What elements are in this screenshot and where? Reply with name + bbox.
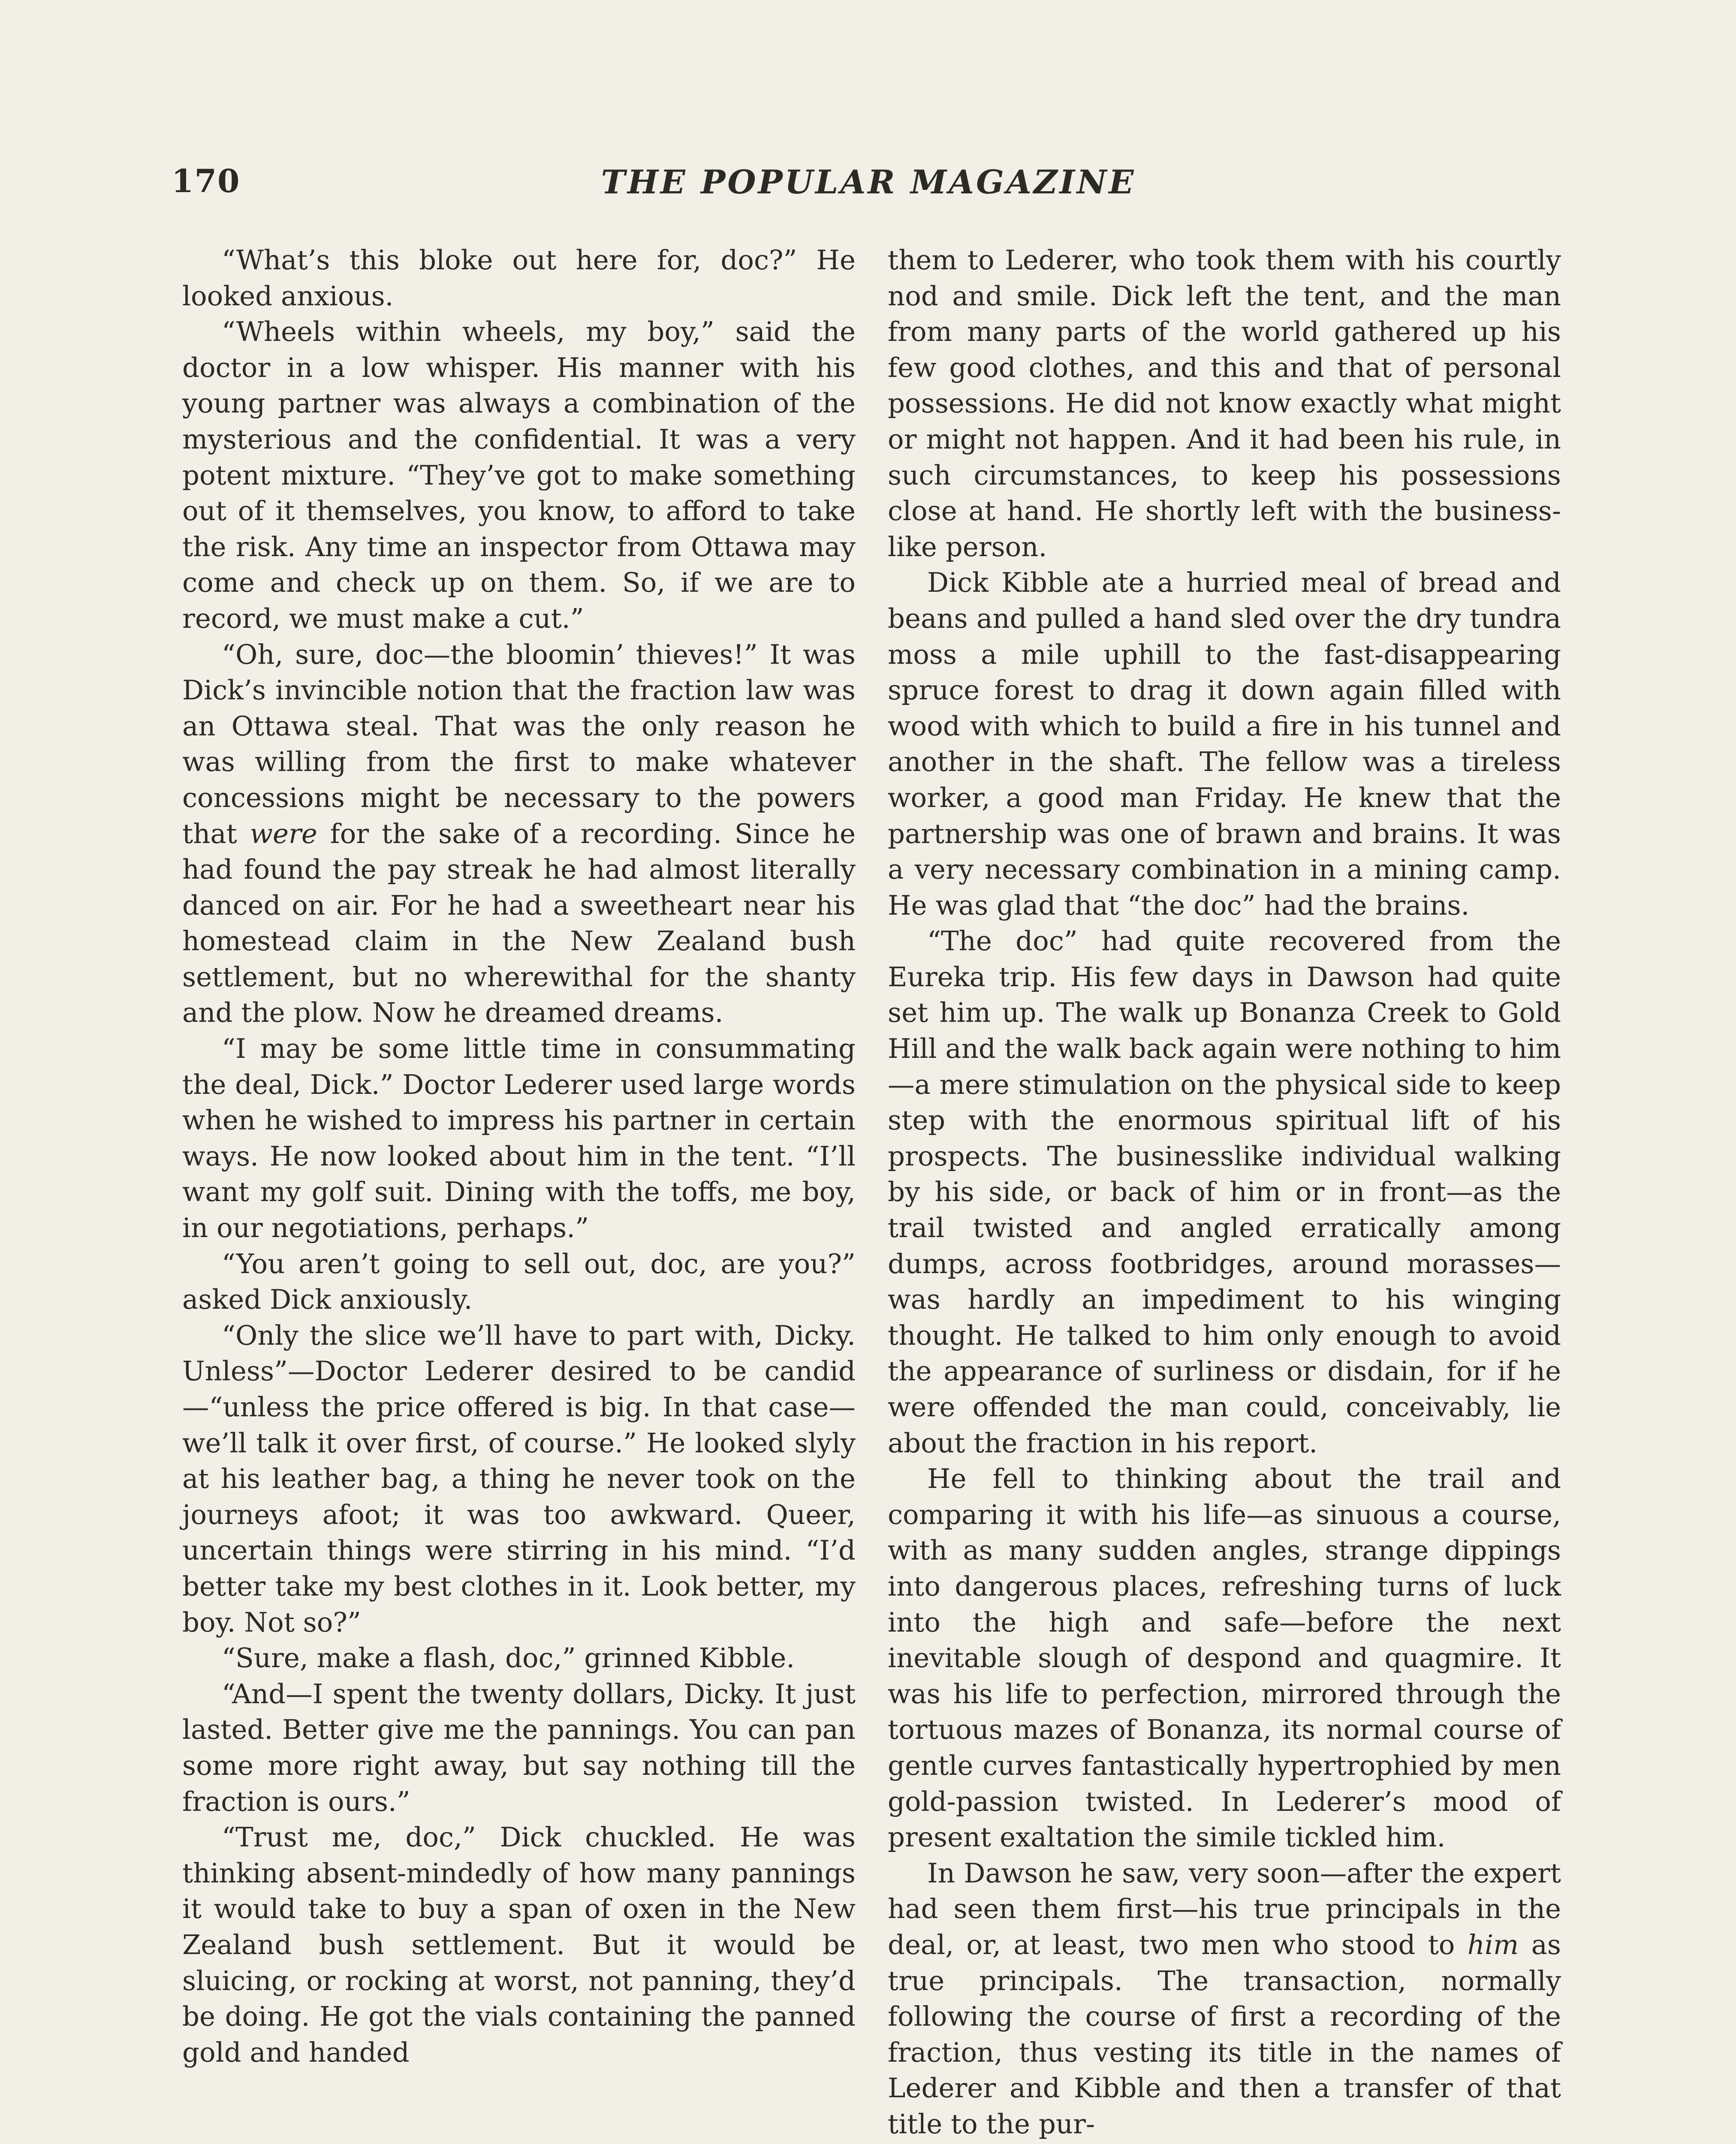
text-segment: as true principals. The transaction, normally following the course of first a recording of the fraction, thus vesting its title in the names of Lederer and Kibble and then a transfer of that title to the pur- <box>888 1929 1561 2140</box>
paragraph: “Wheels within wheels, my boy,” said the doctor in a low whisper. His manner with his young partner was always a combination of the mysterious and the confidential. It was a very potent mixture. “They’ve got to make something out of it themselves, you know, to afford to take the risk. Any time an inspector from Ottawa may come and check up on them. So, if we are to record, we must make a cut.” <box>182 316 856 634</box>
right-column <box>888 242 1561 2142</box>
paragraph: “I may be some little time in consummating the deal, Dick.” Doctor Lederer used large words when he wished to impress his partner in certain ways. He now looked about him in the tent. “I’ll want my golf suit. Dining with the toffs, me boy, in our negotiations, perhaps.” <box>182 1033 856 1244</box>
paragraph <box>888 1855 1561 2142</box>
running-head: THE POPULAR MAGAZINE <box>601 163 1136 201</box>
text-segment: “Oh, sure, doc—the bloomin’ thieves!” It was Dick’s invincible notion that the fraction law was an Ottawa steal. That was the only reason he was willing from the first to make whatever concessions might be necessary to the powers that <box>182 638 856 849</box>
paragraph: He fell to thinking about the trail and comparing it with his life—as sinuous a course, with as many sudden angles, strange dippings into dangerous places, refreshing turns of luck into the high and safe—before the next inevitable slough of despond and quagmire. It was his life to perfection, mirrored through the tortuous mazes of Bonanza, its normal course of gentle curves fantastically hypertrophied by men gold-passion twisted. In Lederer’s mood of present exaltation the simile tickled him. <box>888 1463 1561 1853</box>
paragraph: “Only the slice we’ll have to part with, Dicky. Unless”—Doctor Lederer desired to be candid—“unless the price offered is big. In that case—we’ll talk it over first, of course.” He looked slyly at his leather bag, a thing he never took on the journeys afoot; it was too awkward. Queer, uncertain things were stirring in his mind. “I’d better take my best clothes in it. Look better, my boy. Not so?” <box>182 1319 856 1638</box>
emphasized-word: were <box>250 818 317 849</box>
text-segment: for the sake of a recording. Since he had found the pay streak he had almost literally danced on air. For he had a sweetheart near his homestead claim in the New Zealand bush settlement, but no wherewithal for the shanty and the plow. Now he dreamed dreams. <box>182 818 856 1029</box>
page-number: 170 <box>172 163 241 200</box>
page-header <box>172 163 1565 223</box>
paragraph: “The doc” had quite recovered from the Eureka trip. His few days in Dawson had quite set him up. The walk up Bonanza Creek to Gold Hill and the walk back again were nothing to him—a mere stimulation on the physical side to keep step with the enormous spiritual lift of his prospects. The businesslike individual walking by his side, or back of him or in front—as the trail twisted and angled erratically among dumps, across footbridges, around morasses—was hardly an impediment to his winging thought. He talked to him only enough to avoid the appearance of surliness or disdain, for if he were offended the man could, conceivably, lie about the fraction in his report. <box>888 925 1561 1459</box>
paragraph-continued: them to Lederer, who took them with his courtly nod and smile. Dick left the tent, and the man from many parts of the world gathered up his few good clothes, and this and that of personal possessions. He did not know exactly what might or might not happen. And it had been his rule, in such circumstances, to keep his possessions close at hand. He shortly left with the businesslike person. <box>888 244 1561 563</box>
text-segment: In Dawson he saw, very soon—after the expert had seen them first—his true principals in the deal, or, at least, two men who stood to <box>888 1857 1561 1960</box>
paragraph <box>182 637 856 1031</box>
left-column <box>182 242 856 2070</box>
paragraph: “What’s this bloke out here for, doc?” He looked anxious. <box>182 244 856 312</box>
paragraph: “Trust me, doc,” Dick chuckled. He was thinking absent-mindedly of how many pannings it would take to buy a span of oxen in the New Zealand bush settlement. But it would be sluicing, or rocking at worst, not panning, they’d be doing. He got the vials containing the panned gold and handed <box>182 1822 856 2068</box>
emphasized-word: him <box>1467 1929 1519 1960</box>
paragraph: Dick Kibble ate a hurried meal of bread and beans and pulled a hand sled over the dry tundra moss a mile uphill to the fast-disappearing spruce forest to drag it down again filled with wood with which to build a fire in his tunnel and another in the shaft. The fellow was a tireless worker, a good man Friday. He knew that the partnership was one of brawn and brains. It was a very necessary combination in a mining camp. He was glad that “the doc” had the brains. <box>888 567 1561 921</box>
paragraph: “Sure, make a flash, doc,” grinned Kibble. <box>222 1642 795 1674</box>
paragraph: “And—I spent the twenty dollars, Dicky. It just lasted. Better give me the pannings. You can pan some more right away, but say nothing till the fraction is ours.” <box>182 1678 856 1817</box>
paragraph: “You aren’t going to sell out, doc, are you?” asked Dick anxiously. <box>182 1248 856 1316</box>
